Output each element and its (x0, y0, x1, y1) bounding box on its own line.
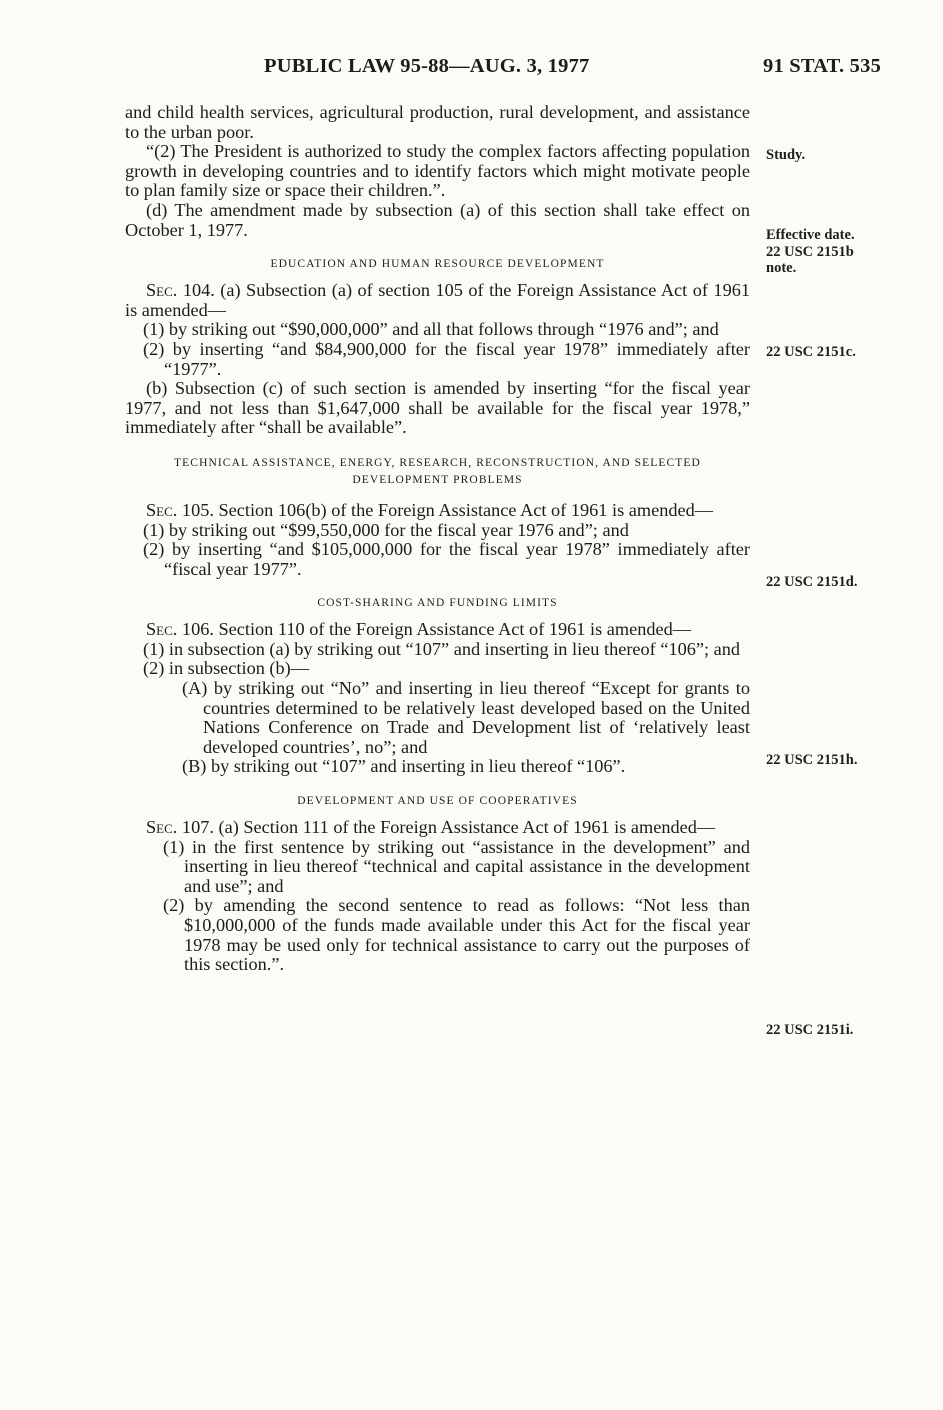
section-text: 105. Section 106(b) of the Foreign Assistance Act of 1961 is amended— (177, 499, 714, 520)
clause: (1) in subsection (a) by striking out “107” and inserting in lieu thereof “106”; and (143, 638, 741, 659)
margin-note-line: Effective date. (766, 227, 855, 243)
clause: (2) by inserting “and $105,000,000 for the fiscal year 1978” immediately after “fiscal year 1977”. (143, 539, 750, 579)
section-105-intro (125, 501, 750, 521)
section-heading: COST-SHARING AND FUNDING LIMITS (317, 597, 558, 610)
margin-note-effective-date (766, 227, 855, 277)
margin-note-usc-2151d: 22 USC 2151d. (766, 574, 858, 590)
section-text: 107. (a) Section 111 of the Foreign Assistance Act of 1961 is amended— (177, 817, 716, 838)
margin-note-usc-2151h: 22 USC 2151h. (766, 752, 858, 768)
section-heading: TECHNICAL ASSISTANCE, ENERGY, RESEARCH, RECONSTRUCTION, AND SELECTED DEVELOPMENT PROBLEMS (174, 456, 701, 486)
statute-text (125, 103, 750, 975)
section-text: 106. Section 110 of the Foreign Assistance Act of 1961 is amended— (177, 619, 692, 640)
clause: (2) by inserting “and $84,900,000 for the fiscal year 1978” immediately after “1977”. (143, 338, 750, 379)
section-104-intro (125, 281, 750, 320)
section-heading: EDUCATION AND HUMAN RESOURCE DEVELOPMENT (270, 258, 605, 271)
running-head-title: PUBLIC LAW 95-88—AUG. 3, 1977 (264, 55, 590, 77)
paragraph: “(2) The President is authorized to study the complex factors affecting population growth in developing countries and to identify factors which might motivate people to plan family size or space their children.”. (125, 141, 750, 201)
sec-label: Sec. (146, 619, 178, 640)
sec-label: Sec. (146, 817, 178, 838)
clause: (1) in the first sentence by striking out “assistance in the development” and inserting in lieu thereof “technical and capital assistance in the development and use”; and (163, 836, 750, 896)
clause: (2) by amending the second sentence to read as follows: “Not less than $10,000,000 of the funds made available under this Act for the fiscal year 1978 may be used only for technical assistance to carry out the purposes of this section.”. (163, 895, 750, 975)
sec-label: Sec. (146, 280, 178, 301)
sec-label: Sec. (146, 499, 178, 520)
section-text: 104. (a) Subsection (a) of section 105 of the Foreign Assistance Act of 1961 is amended— (125, 280, 750, 320)
paragraph: (d) The amendment made by subsection (a) of this section shall take effect on October 1, 1977. (125, 199, 750, 240)
margin-note-line: 22 USC 2151b (766, 243, 854, 260)
stat-page-number: 91 STAT. 535 (763, 55, 882, 77)
section-heading: DEVELOPMENT AND USE OF COOPERATIVES (297, 795, 578, 808)
paragraph: and child health services, agricultural production, rural development, and assistance to the urban poor. (125, 102, 750, 142)
paragraph: (b) Subsection (c) of such section is amended by inserting “for the fiscal year 1977, and not less than $1,647,000 shall be available for the fiscal year 1978,” immediately after “shall be available”. (125, 378, 750, 438)
margin-note-line: note. (766, 260, 797, 276)
margin-note-usc-2151c: 22 USC 2151c. (766, 344, 856, 360)
clause: (1) by striking out “$90,000,000” and all that follows through “1976 and”; and (143, 319, 719, 340)
margin-note-study: Study. (766, 147, 806, 163)
margin-note-usc-2151i: 22 USC 2151i. (766, 1022, 854, 1038)
subclause: (A) by striking out “No” and inserting in lieu thereof “Except for grants to countries determined to be relatively least developed based on the United Nations Conference on Trade and Development list of ‘relatively least developed countries’, no”; and (182, 678, 750, 757)
subclause: (B) by striking out “107” and inserting in lieu thereof “106”. (182, 756, 626, 777)
clause: (1) by striking out “$99,550,000 for the fiscal year 1976 and”; and (143, 519, 629, 540)
clause: (2) in subsection (b)— (143, 658, 310, 679)
section-106-intro (125, 620, 750, 640)
section-107-intro (125, 818, 750, 838)
